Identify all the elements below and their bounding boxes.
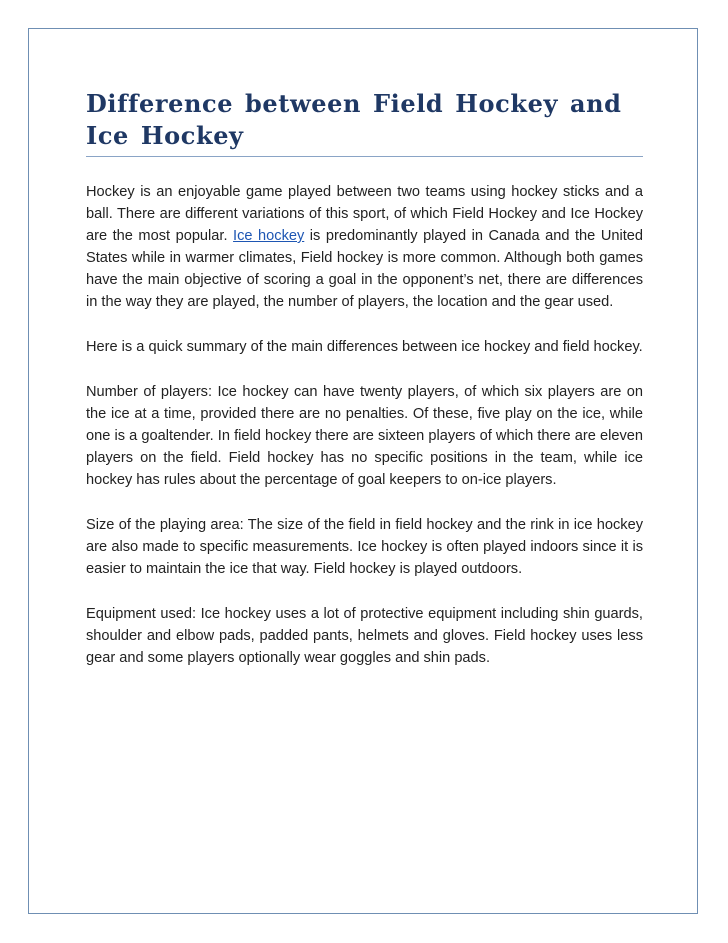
title-underline: [86, 156, 643, 157]
players-paragraph: Number of players: Ice hockey can have twenty players, of which six players are on the ice at a time, provided there are no penalties. Of these, five play on the ice, while one is a goaltender. In field hockey there are sixteen players of which there are eleven players on the field. Field hockey has no specific positions in the team, while ice hockey has rules about the percentage of goal keepers to on-ice players.: [86, 384, 643, 488]
ice-hockey-link[interactable]: Ice hockey: [233, 228, 305, 244]
document-body: [86, 88, 643, 692]
equipment-paragraph: Equipment used: Ice hockey uses a lot of protective equipment including shin guards, shoulder and elbow pads, padded pants, helmets and gloves. Field hockey uses less gear and some players optionally wear goggles and shin pads.: [86, 606, 643, 666]
intro-text-after-link: is predominantly played in Canada and the United States while in warmer climates, Field hockey is more common. Although both games have the main objective of scoring a goal in the opponent’s net, there are differences in the way they are played, the number of players, the location and the gear used.: [86, 228, 643, 310]
document-title: Difference between Field Hockey and Ice Hockey: [86, 89, 622, 150]
intro-text-before-link: Hockey is an enjoyable game played between two teams using hockey sticks and a ball. There are different variations of this sport, of which Field Hockey and Ice Hockey are the most popular.: [86, 184, 643, 244]
playing-area-paragraph: Size of the playing area: The size of the field in field hockey and the rink in ice hockey are also made to specific measurements. Ice hockey is often played indoors since it is easier to maintain the ice that way. Field hockey is played outdoors.: [86, 517, 643, 577]
summary-paragraph: Here is a quick summary of the main differences between ice hockey and field hockey.: [86, 339, 643, 355]
intro-paragraph: [86, 181, 643, 313]
